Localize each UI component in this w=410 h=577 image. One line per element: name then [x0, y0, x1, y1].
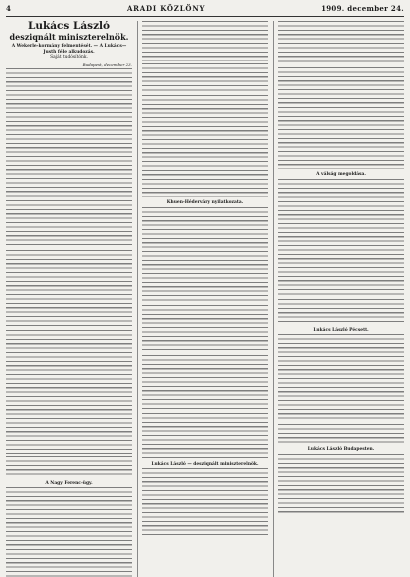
- masthead: [6, 4, 404, 17]
- text-block: [142, 139, 268, 177]
- text-block: [6, 549, 132, 577]
- section-heading: A válság megoldása.: [316, 172, 366, 177]
- text-block: [278, 179, 404, 297]
- text-block: [142, 207, 268, 303]
- article-header: [6, 21, 132, 61]
- paper-name: ARADI KÖZLÖNY: [126, 4, 206, 13]
- section-heading: Lukács László Budapesten.: [307, 447, 375, 452]
- text-block: [278, 21, 404, 65]
- text-block: [278, 299, 404, 325]
- text-block: [278, 67, 404, 105]
- columns: [6, 21, 404, 577]
- text-block: [278, 334, 404, 422]
- text-block: [278, 424, 404, 444]
- text-block: [6, 330, 132, 454]
- column-2: [137, 21, 268, 577]
- text-block: [142, 95, 268, 137]
- text-block: [142, 305, 268, 353]
- issue-date: 1909. december 24.: [321, 4, 404, 13]
- text-block: [6, 456, 132, 478]
- deck: A Wekerle-kormány felmentését. — A Lukács—Justh féle alkudozás.: [11, 44, 127, 55]
- section-heading: Lukács László — desziqnált miniszterelnök.: [151, 461, 259, 467]
- text-block: [142, 413, 268, 459]
- text-block: [142, 468, 268, 538]
- section-heading: A Nagy Ferenc-ügy.: [45, 480, 93, 486]
- column-1: [6, 21, 132, 577]
- text-block: [142, 63, 268, 93]
- text-block: [142, 179, 268, 197]
- headline: Lukács László: [27, 21, 111, 32]
- dateline: Budapest, december 23.: [82, 61, 132, 67]
- column-3: [273, 21, 404, 577]
- text-block: [6, 68, 132, 248]
- text-block: [142, 355, 268, 411]
- text-block: [278, 107, 404, 169]
- subheadline: desziqnált miniszterelnök.: [9, 32, 129, 42]
- text-block: [6, 250, 132, 328]
- section-heading: Khuen-Héderváry nyilatkozata.: [166, 200, 244, 205]
- byline: Saját tudósítónk.: [50, 55, 88, 60]
- text-block: [6, 487, 132, 547]
- section-heading: Lukács László Pécsett.: [313, 327, 369, 333]
- text-block: [278, 454, 404, 514]
- text-block: [142, 21, 268, 61]
- page-number: 4: [6, 4, 12, 13]
